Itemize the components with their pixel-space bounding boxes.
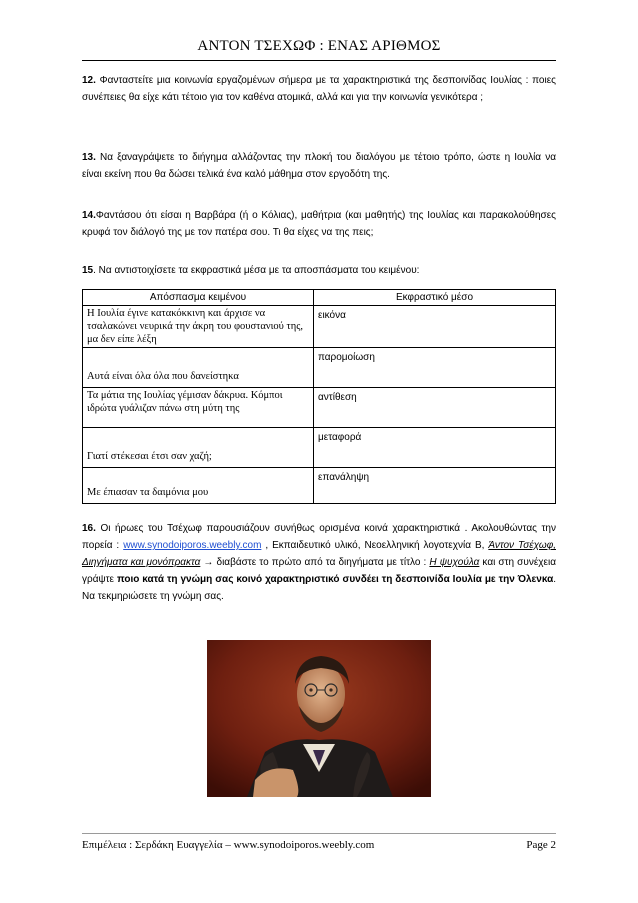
story-title: Η ψυχούλα [429, 557, 480, 568]
page-title: ΑΝΤΟΝ ΤΣΕΧΩΦ : ΕΝΑΣ ΑΡΙΘΜΟΣ [197, 38, 441, 54]
question-number: 12. [82, 75, 96, 86]
device-cell: αντίθεση [314, 388, 556, 428]
source-reference: Άντον Τσέχωφ, Διηγήματα και μονόπρακτα [82, 540, 556, 568]
table-row [83, 468, 556, 504]
matching-table [82, 289, 556, 504]
question-14 [82, 207, 556, 241]
device-cell: εικόνα [314, 306, 556, 348]
question-text: Φαντάσου ότι είσαι η Βαρβάρα (ή ο Κόλιας), μαθήτρια (και μαθητής) της Ιουλίας και παρακολούθησες κρυφά τον διάλογό της με τον πατέρα σου. Τι θα είχες να της πεις; [82, 210, 556, 238]
table-row [83, 388, 556, 428]
question-13 [82, 149, 556, 183]
question-text: , Εκπαιδευτικό υλικό, Νεοελληνική λογοτεχνία Β, [261, 540, 489, 551]
question-text: και στη συνέχεια γράψτε [82, 557, 556, 585]
footer-divider [82, 833, 556, 834]
device-cell: επανάληψη [314, 468, 556, 504]
device-cell: μεταφορά [314, 428, 556, 468]
question-number: 13. [82, 152, 96, 163]
passage-cell: Γιατί στέκεσαι έτσι σαν χαζή; [83, 428, 314, 468]
synodoiporos-link[interactable]: www.synodoiporos.weebly.com [123, 540, 262, 551]
column-header-passage: Απόσπασμα κειμένου [83, 290, 314, 306]
question-number: 14. [82, 210, 96, 221]
header-divider [82, 60, 556, 61]
table-row [83, 306, 556, 348]
question-text: Οι ήρωες του Τσέχωφ παρουσιάζουν συνήθως ορισμένα κοινά χαρακτηριστικά . Ακολουθώντας την πορεία : [82, 523, 556, 551]
task-emphasis: ποιο κατά τη γνώμη σας κοινό χαρακτηριστικό συνδέει τη δεσποινίδα Ιουλία με την Όλενκα [116, 574, 554, 585]
passage-cell: Η Ιουλία έγινε κατακόκκινη και άρχισε να τσαλακώνει νευρικά την άκρη του φουστανιού της, μα δεν είπε λέξη [83, 306, 314, 348]
question-text: . Να αντιστοιχίσετε τα εκφραστικά μέσα με τα αποσπάσματα του κειμένου: [93, 265, 420, 276]
question-text: . Να τεκμηριώσετε τη γνώμη σας. [82, 574, 556, 602]
device-cell: παρομοίωση [314, 348, 556, 388]
question-15 [82, 262, 556, 279]
table-row [83, 428, 556, 468]
question-text: → διαβάστε το πρώτο από τα διηγήματα με τίτλο : [200, 557, 430, 568]
question-number: 16. [82, 523, 96, 534]
footer-credit: Επιμέλεια : Σερδάκη Ευαγγελία – www.synodoiporos.weebly.com [82, 839, 375, 851]
passage-cell: Τα μάτια της Ιουλίας γέμισαν δάκρυα. Κόμποι ιδρώτα γυάλιζαν πάνω στη μύτη της [83, 388, 314, 428]
question-12 [82, 72, 556, 106]
table-header-row [83, 290, 556, 306]
table-row [83, 348, 556, 388]
passage-cell: Με έπιασαν τα δαιμόνια μου [83, 468, 314, 504]
question-number: 15 [82, 265, 94, 276]
chekhov-portrait [207, 640, 431, 797]
passage-cell: Αυτά είναι όλα όλα που δανείστηκα [83, 348, 314, 388]
question-text: Φανταστείτε μια κοινωνία εργαζομένων σήμερα με τα χαρακτηριστικά της δεσποινίδας Ιουλίας : ποιες συνέπειες θα είχε κάτι τέτοιο για τον καθένα ατομικά, αλλά και για την κοινωνία γενικότερα ; [82, 75, 556, 103]
question-text: Να ξαναγράψετε το διήγημα αλλάζοντας την πλοκή του διαλόγου με τέτοιο τρόπο, ώστε η Ιουλία να είναι εκείνη που θα δώσει τελικά ένα καλό μάθημα στον εργοδότη της. [82, 152, 556, 180]
column-header-device: Εκφραστικό μέσο [314, 290, 556, 306]
page-number: Page 2 [526, 839, 556, 851]
question-16 [82, 520, 556, 605]
portrait-painting [207, 640, 431, 797]
